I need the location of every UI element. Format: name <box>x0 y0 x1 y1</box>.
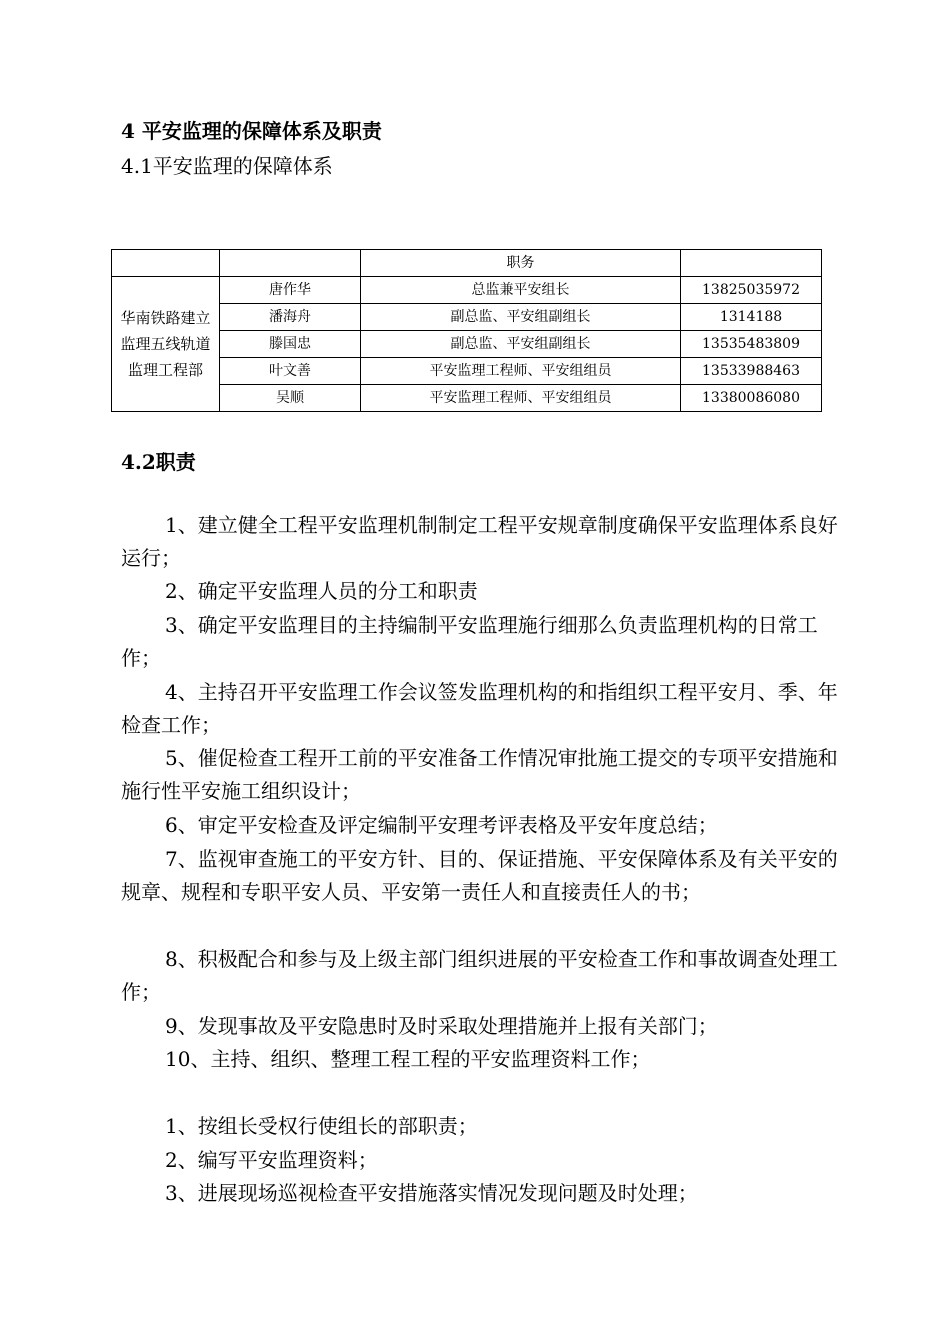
duty-item: 9、发现事故及平安隐患时及时采取处理措施并上报有关部门； <box>165 1014 718 1038</box>
duty-item: 3、确定平安监理目的主持编制平安监理施行细那么负责监理机构的日常工作； <box>121 613 818 670</box>
duty-item: 5、催促检查工程开工前的平安准备工作情况审批施工提交的专项平安措施和施行性平安施工组织设计； <box>121 746 838 803</box>
duty-item: 2、确定平安监理人员的分工和职责 <box>165 579 478 603</box>
person-phone: 1314188 <box>681 304 822 331</box>
person-role: 平安监理工程师、平安组组员 <box>361 358 681 385</box>
deputy-duty-item: 2、编写平安监理资料； <box>165 1148 378 1172</box>
person-phone: 13380086080 <box>681 385 822 412</box>
person-role: 副总监、平安组副组长 <box>361 331 681 358</box>
deputy-duty-item: 1、按组长受权行使组长的部职责； <box>165 1114 478 1138</box>
duty-item: 6、审定平安检查及评定编制平安理考评表格及平安年度总结； <box>165 813 718 837</box>
person-phone: 13533988463 <box>681 358 822 385</box>
duty-item: 4、主持召开平安监理工作会议签发监理机构的和指组织工程平安月、季、年检查工作； <box>121 680 838 737</box>
safety-organization-table <box>111 249 822 412</box>
subsection-heading: 4.1平安监理的保障体系 <box>121 154 333 178</box>
person-role: 总监兼平安组长 <box>361 277 681 304</box>
person-name: 唐作华 <box>220 277 361 304</box>
person-name: 潘海舟 <box>220 304 361 331</box>
header-cell-position: 职务 <box>361 250 681 277</box>
header-cell-phone <box>681 250 822 277</box>
person-name: 吴顺 <box>220 385 361 412</box>
organization-name: 华南铁路建立监理五线轨道监理工程部 <box>120 309 211 379</box>
header-cell-name <box>220 250 361 277</box>
person-name: 叶文善 <box>220 358 361 385</box>
person-phone: 13535483809 <box>681 331 822 358</box>
duties-heading: 4.2职责 <box>121 450 196 474</box>
person-phone: 13825035972 <box>681 277 822 304</box>
deputy-duty-item: 3、进展现场巡视检查平安措施落实情况发现问题及时处理； <box>165 1181 698 1205</box>
section-heading: 4 平安监理的保障体系及职责 <box>121 119 382 143</box>
person-role: 平安监理工程师、平安组组员 <box>361 385 681 412</box>
table-header-row <box>112 250 822 277</box>
header-cell-org <box>112 250 220 277</box>
duty-item: 10、主持、组织、整理工程工程的平安监理资料工作； <box>165 1047 651 1071</box>
duty-item: 7、监视审查施工的平安方针、目的、保证措施、平安保障体系及有关平安的规章、规程和专职平安人员、平安第一责任人和直接责任人的书； <box>121 847 838 904</box>
table-row <box>112 277 822 304</box>
duty-item: 8、积极配合和参与及上级主部门组织进展的平安检查工作和事故调查处理工作； <box>121 947 838 1004</box>
person-name: 滕国忠 <box>220 331 361 358</box>
person-role: 副总监、平安组副组长 <box>361 304 681 331</box>
organization-cell <box>112 277 220 412</box>
duty-item: 1、建立健全工程平安监理机制制定工程平安规章制度确保平安监理体系良好运行； <box>121 513 838 570</box>
